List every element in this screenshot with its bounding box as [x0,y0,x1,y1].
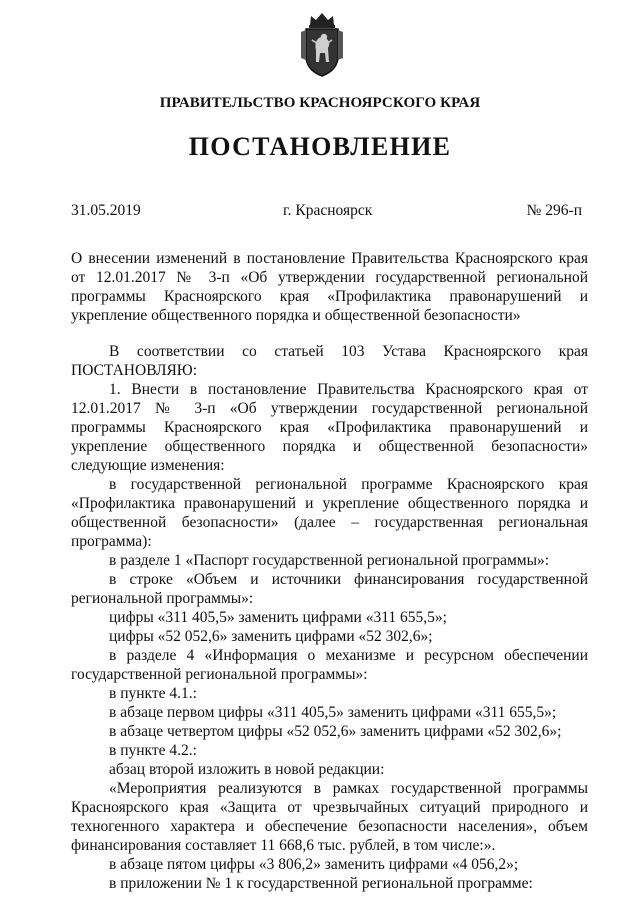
body-paragraph: в строке «Объем и источники финансирования государственной региональной программы»: [71,571,588,607]
body-paragraph: абзац второй изложить в новой редакции: [109,761,385,778]
body-paragraph: «Мероприятия реализуются в рамках государственной программы Красноярского края «Защита от чрезвычайных ситуаций природного и техногенного характера и обеспечение безопасности населения», объем финансирования составляет 11 668,6 тыс. рублей, в том числе:». [71,780,588,854]
subject-paragraph: О внесении изменений в постановление Правительства Красноярского края от 12.01.2017 № 3-п «Об утверждении государственной региональной программы Красноярского края «Профилактика правонарушений и укрепление общественного порядка и общественной безопасности» [71,250,588,324]
preamble-paragraph: В соответствии со статьей 103 Устава Красноярского края ПОСТАНОВЛЯЮ: [71,343,588,379]
body-paragraph: в абзаце первом цифры «311 405,5» заменить цифрами «311 655,5»; [109,704,557,721]
body-paragraph: в пункте 4.1.: [109,685,197,702]
document-date: 31.05.2019 [71,202,141,219]
government-title: ПРАВИТЕЛЬСТВО КРАСНОЯРСКОГО КРАЯ [159,95,481,111]
body-paragraph: в приложении № 1 к государственной региональной программе: [109,875,533,892]
body-paragraph: в разделе 4 «Информация о механизме и ресурсном обеспечении государственной региональной программы»: [71,647,588,683]
document-body [71,342,588,893]
coat-of-arms-icon [297,10,347,80]
body-paragraph: в разделе 1 «Паспорт государственной региональной программы»: [109,552,550,569]
document-subject [71,249,588,325]
body-paragraph: в пункте 4.2.: [109,742,197,759]
body-paragraph: цифры «52 052,6» заменить цифрами «52 302,6»; [109,628,433,645]
document-number: № 296-п [526,202,582,219]
document-city: г. Красноярск [283,202,373,219]
body-paragraph: в государственной региональной программе Красноярского края «Профилактика правонарушений и укрепление общественного порядка и общественной безопасности» (далее – государственная региональная программа): [71,476,588,550]
document-type-title: ПОСТАНОВЛЕНИЕ [188,132,452,161]
body-paragraph: в абзаце пятом цифры «3 806,2» заменить цифрами «4 056,2»; [109,856,519,873]
body-paragraph: цифры «311 405,5» заменить цифрами «311 655,5»; [109,609,447,626]
body-paragraph: в абзаце четвертом цифры «52 052,6» заменить цифрами «52 302,6»; [109,723,562,740]
clause-1-paragraph: 1. Внести в постановление Правительства Красноярского края от 12.01.2017 № 3-п «Об утверждении государственной региональной программы Красноярского края «Профилактика правонарушений и укрепление общественного порядка и общественной безопасности» следующие изменения: [71,381,588,474]
